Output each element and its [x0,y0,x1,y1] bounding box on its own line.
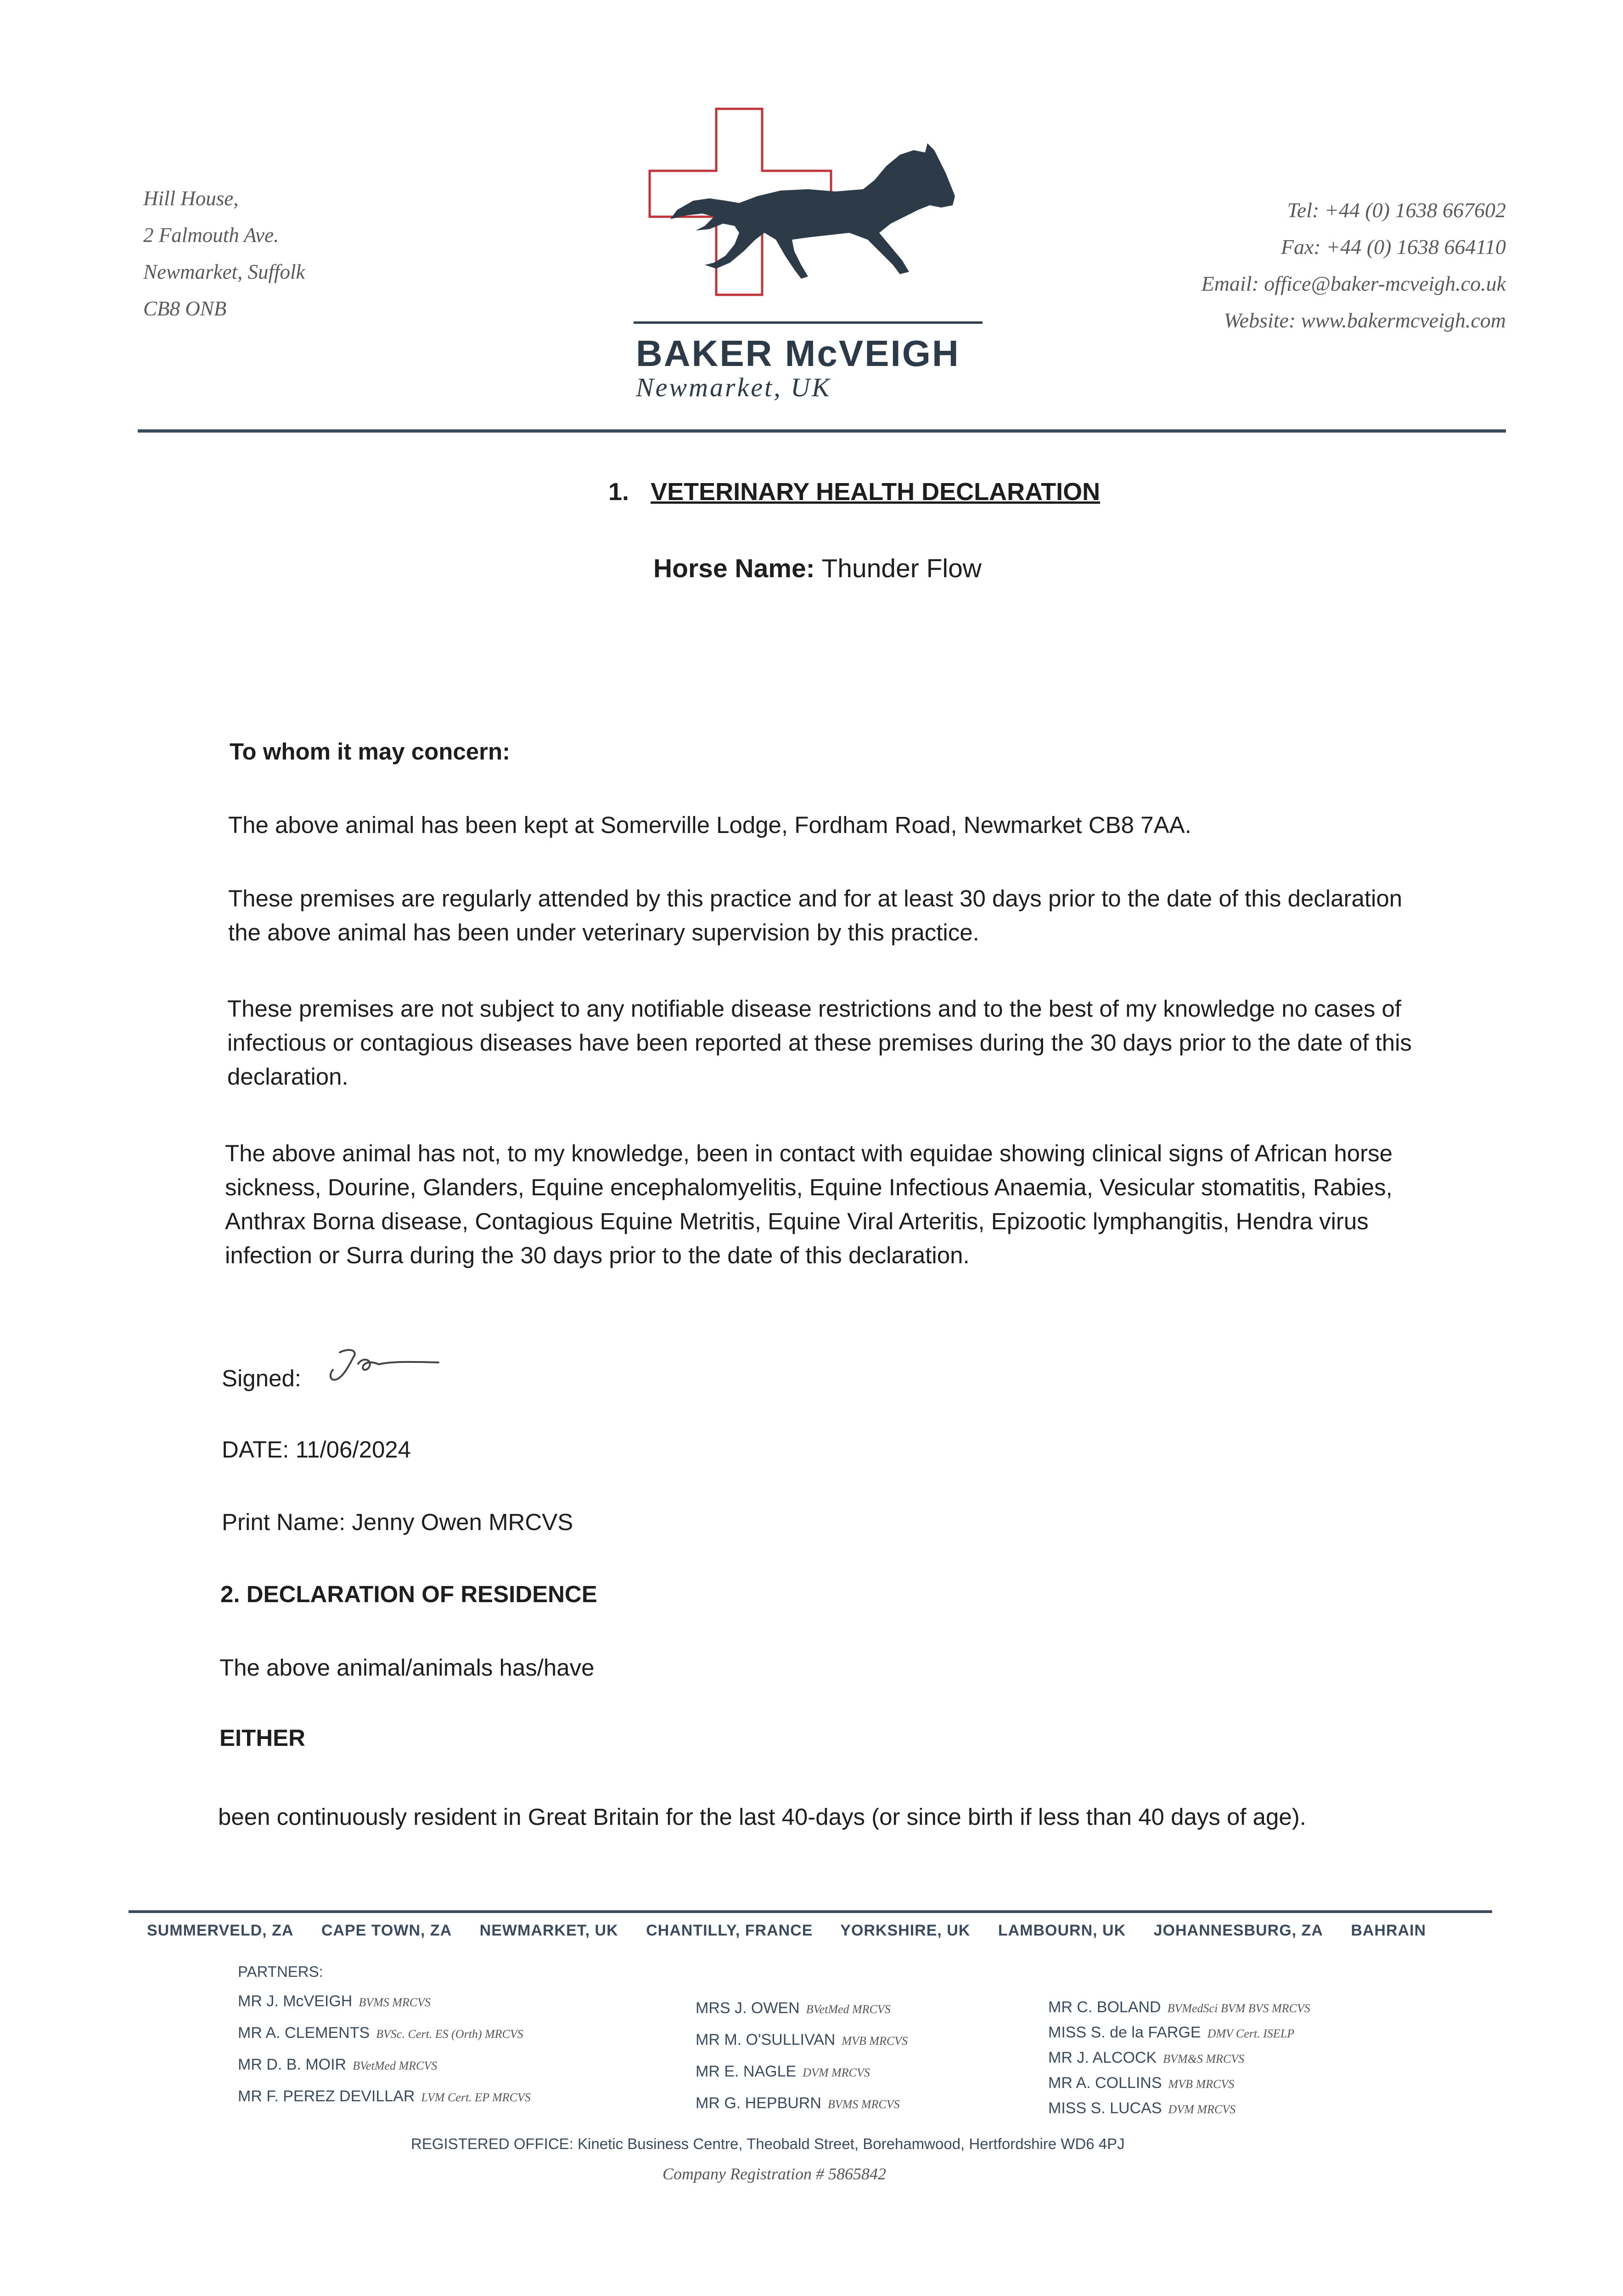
partner-entry: MR M. O'SULLIVAN MVB MRCVS [696,2031,908,2048]
address-line: Hill House, [143,187,239,210]
address-line: Newmarket, Suffolk [143,260,305,283]
horse-name-value: Thunder Flow [821,554,982,583]
partners-label: PARTNERS: [238,1963,323,1980]
partner-entry: MR A. COLLINS MVB MRCVS [1048,2074,1235,2092]
practice-address [143,180,305,327]
section-number: 1. [608,478,629,506]
address-line: CB8 ONB [143,297,227,320]
partner-entry: MR A. CLEMENTS BVSc. Cert. ES (Orth) MRCVS [238,2024,523,2042]
office-locations [147,1922,1449,1940]
signed-label: Signed: [222,1365,301,1391]
partner-entry: MR J. McVEIGH BVMS MRCVS [238,1992,431,2010]
partner-entry: MISS S. LUCAS DVM MRCVS [1048,2099,1236,2117]
office-location: CAPE TOWN, ZA [321,1922,452,1939]
partner-entry: MISS S. de la FARGE DMV Cert. ISELP [1048,2024,1295,2041]
residence-text: been continuously resident in Great Britain for the last 40-days (or since birth if less than 40 days of age). [218,1804,1306,1830]
partner-entry: MR E. NAGLE DVM MRCVS [696,2063,870,2080]
partner-entry: MR F. PEREZ DEVILLAR LVM Cert. EP MRCVS [238,2088,531,2105]
office-location: BAHRAIN [1351,1922,1426,1939]
partner-entry: MR D. B. MOIR BVetMed MRCVS [238,2056,438,2073]
paragraph-restrictions: These premises are not subject to any notifiable disease restrictions and to the best of my knowledge no cases of infectious or contagious diseases have been reported at these premises during the 30 days prior to the date of this declaration. [227,996,1412,1090]
partner-entry: MR C. BOLAND BVMedSci BVM BVS MRCVS [1048,1998,1310,2016]
paragraph-premises: The above animal has been kept at Somerville Lodge, Fordham Road, Newmarket CB8 7AA. [228,812,1191,838]
brand-location: Newmarket, UK [636,372,831,402]
section2-title: 2. DECLARATION OF RESIDENCE [220,1581,597,1607]
section1-title [608,478,1100,506]
office-location: CHANTILLY, FRANCE [646,1922,813,1939]
salutation: To whom it may concern: [230,738,511,765]
footer-divider [129,1910,1492,1913]
practice-contact [1202,192,1506,339]
partners-column-3 [1048,1995,1310,2122]
fax-line: Fax: +44 (0) 1638 664110 [1280,235,1506,259]
partner-entry: MR G. HEPBURN BVMS MRCVS [696,2094,900,2112]
brand-underline [634,321,983,324]
registered-office: REGISTERED OFFICE: Kinetic Business Centre, Theobald Street, Borehamwood, Hertfordshire WD6 4PJ [411,2135,1125,2152]
partner-entry: MR J. ALCOCK BVM&S MRCVS [1048,2049,1245,2066]
office-location: SUMMERVELD, ZA [147,1922,294,1939]
print-name-line: Print Name: Jenny Owen MRCVS [222,1509,573,1535]
paragraph-supervision: These premises are regularly attended by this practice and for at least 30 days prior to the date of this declaration the above animal has been under veterinary supervision by this practice. [228,885,1403,945]
partners-column-2 [696,1993,908,2120]
office-location: JOHANNESBURG, ZA [1153,1922,1323,1939]
office-location: LAMBOURN, UK [998,1922,1126,1939]
horse-name-line [653,553,982,584]
phone-line: Tel: +44 (0) 1638 667602 [1287,198,1506,222]
website-line: Website: www.bakermcveigh.com [1224,309,1506,332]
horse-and-cross-icon [634,107,983,334]
horse-name-label: Horse Name: [653,554,815,583]
company-registration: Company Registration # 5865842 [663,2165,886,2183]
address-line: 2 Falmouth Ave. [143,224,279,247]
section2-intro: The above animal/animals has/have [219,1654,595,1681]
partners-column-1 [238,1986,531,2113]
signature [326,1343,445,1389]
paragraph-disease-contact: The above animal has not, to my knowledge, been in contact with equidae showing clinical signs of African horse sickness, Dourine, Glanders, Equine encephalomyelitis, Equine Infectious Anaemia, Vesicular stomatitis, Rabies, Anthrax Borna disease, Contagious Equine Metritis, Equine Viral Arteritis, Epizootic lymphangitis, Hendra virus infection or Surra during the 30 days prior to the date of this declaration. [225,1140,1393,1268]
partner-entry: MRS J. OWEN BVetMed MRCVS [696,1999,891,2017]
header-divider [138,429,1506,433]
date-line: DATE: 11/06/2024 [222,1436,411,1463]
section-title: VETERINARY HEALTH DECLARATION [651,478,1101,506]
running-horse-icon [670,141,964,293]
email-line: Email: office@baker-mcveigh.co.uk [1201,272,1506,295]
either-label: EITHER [219,1725,306,1751]
brand-name: BAKER McVEIGH [636,333,960,374]
office-location: YORKSHIRE, UK [840,1922,971,1939]
office-location: NEWMARKET, UK [479,1922,618,1939]
